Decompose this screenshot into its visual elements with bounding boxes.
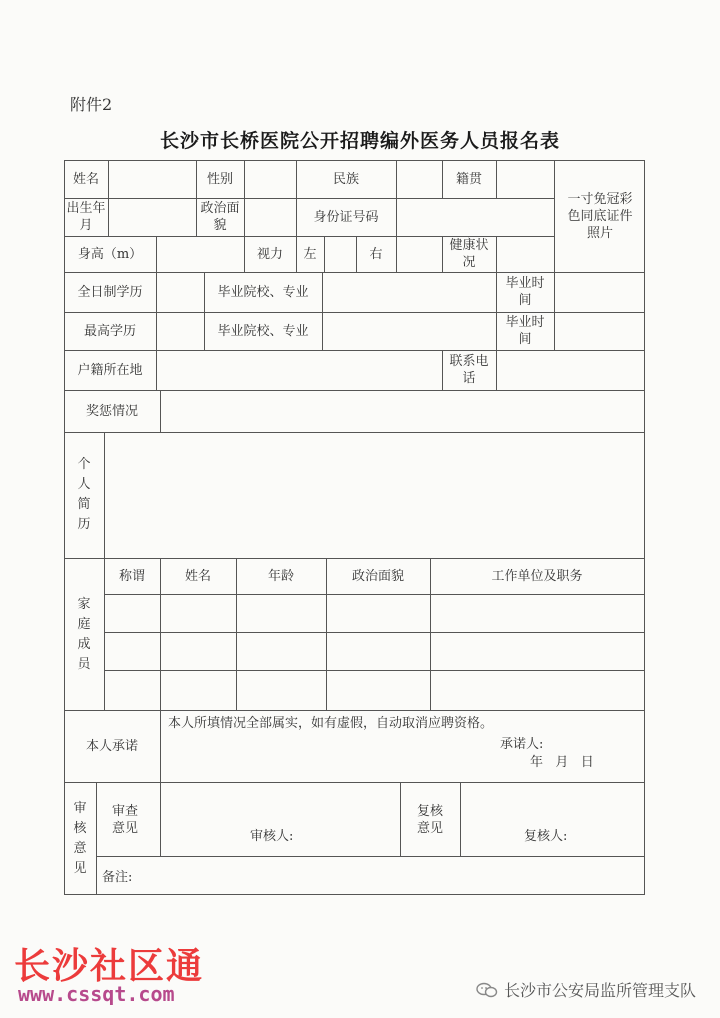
pledge-text: 本人所填情况全部属实，如有虚假，自动取消应聘资格。 [168, 715, 494, 731]
label-resume: 个人简历 [77, 457, 91, 532]
col-age: 年龄 [267, 568, 294, 584]
col-political: 政治面貌 [351, 568, 404, 584]
label-graduate-time: 毕业时间 [505, 276, 545, 308]
col-relation: 称谓 [118, 568, 145, 584]
label-hukou: 户籍所在地 [77, 362, 143, 378]
photo-placeholder: 一寸免冠彩色同底证件照片 [567, 191, 633, 241]
wechat-icon [476, 982, 498, 998]
label-pledge: 本人承诺 [85, 738, 138, 754]
label-right-eye: 右 [369, 246, 383, 262]
label-check-opinion: 审查意见 [111, 804, 138, 836]
col-name: 姓名 [184, 568, 211, 584]
label-political: 政治面貌 [200, 201, 240, 233]
label-native-place: 籍贯 [455, 171, 482, 187]
account-name: 长沙市公安局监所管理支队 [503, 981, 696, 1000]
form-title: 长沙市长桥医院公开招聘编外医务人员报名表 [159, 130, 560, 152]
label-ethnicity: 民族 [332, 171, 359, 187]
brand-watermark: 长沙社区通 [14, 946, 205, 987]
label-left-eye: 左 [303, 246, 317, 262]
date-label: 年 月 日 [530, 754, 594, 770]
label-highest-education: 最高学历 [83, 323, 136, 339]
label-graduate-school-2: 毕业院校、专业 [217, 323, 309, 339]
attachment-label: 附件2 [70, 95, 113, 114]
label-health: 健康状况 [449, 238, 489, 270]
label-name: 姓名 [72, 171, 99, 187]
label-graduate-school: 毕业院校、专业 [217, 284, 309, 300]
remarks-label: 备注: [102, 869, 133, 885]
label-recheck-opinion: 复核意见 [416, 804, 443, 836]
label-review: 审核意见 [73, 801, 87, 876]
rechecker-label: 复核人: [524, 828, 568, 844]
label-family: 家庭成员 [77, 597, 91, 672]
label-phone: 联系电话 [449, 354, 489, 386]
pledger-label: 承诺人: [500, 736, 544, 752]
checker-label: 审核人: [250, 828, 294, 844]
account-watermark [476, 978, 696, 1001]
label-awards: 奖惩情况 [85, 403, 138, 419]
label-vision: 视力 [256, 246, 283, 262]
label-height: 身高（m） [77, 246, 143, 262]
label-birth: 出生年月 [66, 201, 106, 233]
col-work-unit: 工作单位及职务 [491, 568, 583, 584]
url-watermark: www.cssqt.com [18, 982, 175, 1006]
label-id-number: 身份证号码 [313, 209, 379, 225]
label-gender: 性别 [206, 171, 233, 187]
label-fulltime-education: 全日制学历 [77, 284, 143, 300]
label-graduate-time-2: 毕业时间 [505, 315, 545, 347]
